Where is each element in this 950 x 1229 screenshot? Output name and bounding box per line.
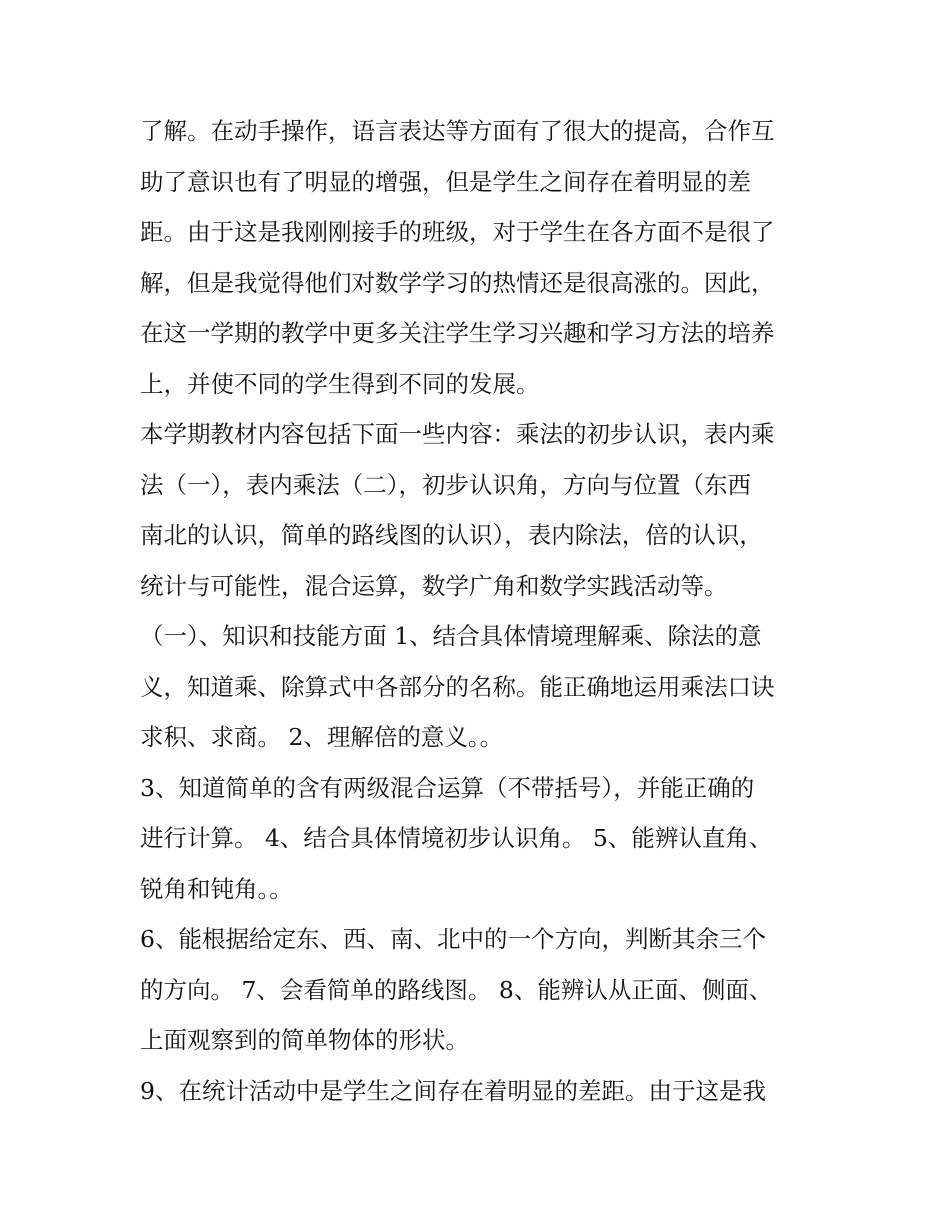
text-line: 9、在统计活动中是学生之间存在着明显的差距。由于这是我 bbox=[140, 1076, 766, 1105]
text-line: 3、知道简单的含有两级混合运算（不带括号），并能正确的 bbox=[140, 773, 755, 802]
text-line: 进行计算。 4、结合具体情境初步认识角。 5、能辨认直角、 bbox=[140, 824, 773, 852]
text-line: 在这一学期的教学中更多关注学生学习兴趣和学习方法的培养 bbox=[140, 319, 775, 347]
text-line: 本学期教材内容包括下面一些内容：乘法的初步认识，表内乘 bbox=[140, 420, 775, 448]
text-line: 解，但是我觉得他们对数学学习的热情还是很高涨的。因此， bbox=[140, 268, 775, 297]
text-line: 上面观察到的简单物体的形状。 bbox=[140, 1026, 469, 1054]
text-line: 距。由于这是我刚刚接手的班级，对于学生在各方面不是很了 bbox=[140, 218, 775, 246]
text-line: 统计与可能性，混合运算，数学广角和数学实践活动等。 bbox=[140, 571, 728, 600]
text-line: 助了意识也有了明显的增强，但是学生之间存在着明显的差 bbox=[140, 167, 751, 196]
text-line: 6、能根据给定东、西、南、北中的一个方向，判断其余三个 bbox=[140, 925, 766, 953]
document-body bbox=[140, 106, 820, 1116]
text-line: 锐角和钝角。。 bbox=[140, 874, 293, 903]
text-line: 的方向。 7、会看简单的路线图。 8、能辨认从正面、侧面、 bbox=[140, 975, 773, 1004]
text-line: 求积、求商。 2、理解倍的意义。。 bbox=[140, 723, 504, 751]
text-line: 法（一），表内乘法（二），初步认识角，方向与位置（东西 bbox=[140, 470, 751, 499]
text-line: 义，知道乘、除算式中各部分的名称。能正确地运用乘法口诀 bbox=[140, 672, 775, 701]
text-line: 南北的认识，简单的路线图的认识），表内除法，倍的认识， bbox=[140, 521, 763, 549]
text-line: （一）、知识和技能方面 1、结合具体情境理解乘、除法的意 bbox=[140, 622, 762, 650]
text-line: 了解。在动手操作，语言表达等方面有了很大的提高，合作互 bbox=[140, 117, 775, 145]
text-line: 上，并使不同的学生得到不同的发展。 bbox=[140, 369, 540, 398]
